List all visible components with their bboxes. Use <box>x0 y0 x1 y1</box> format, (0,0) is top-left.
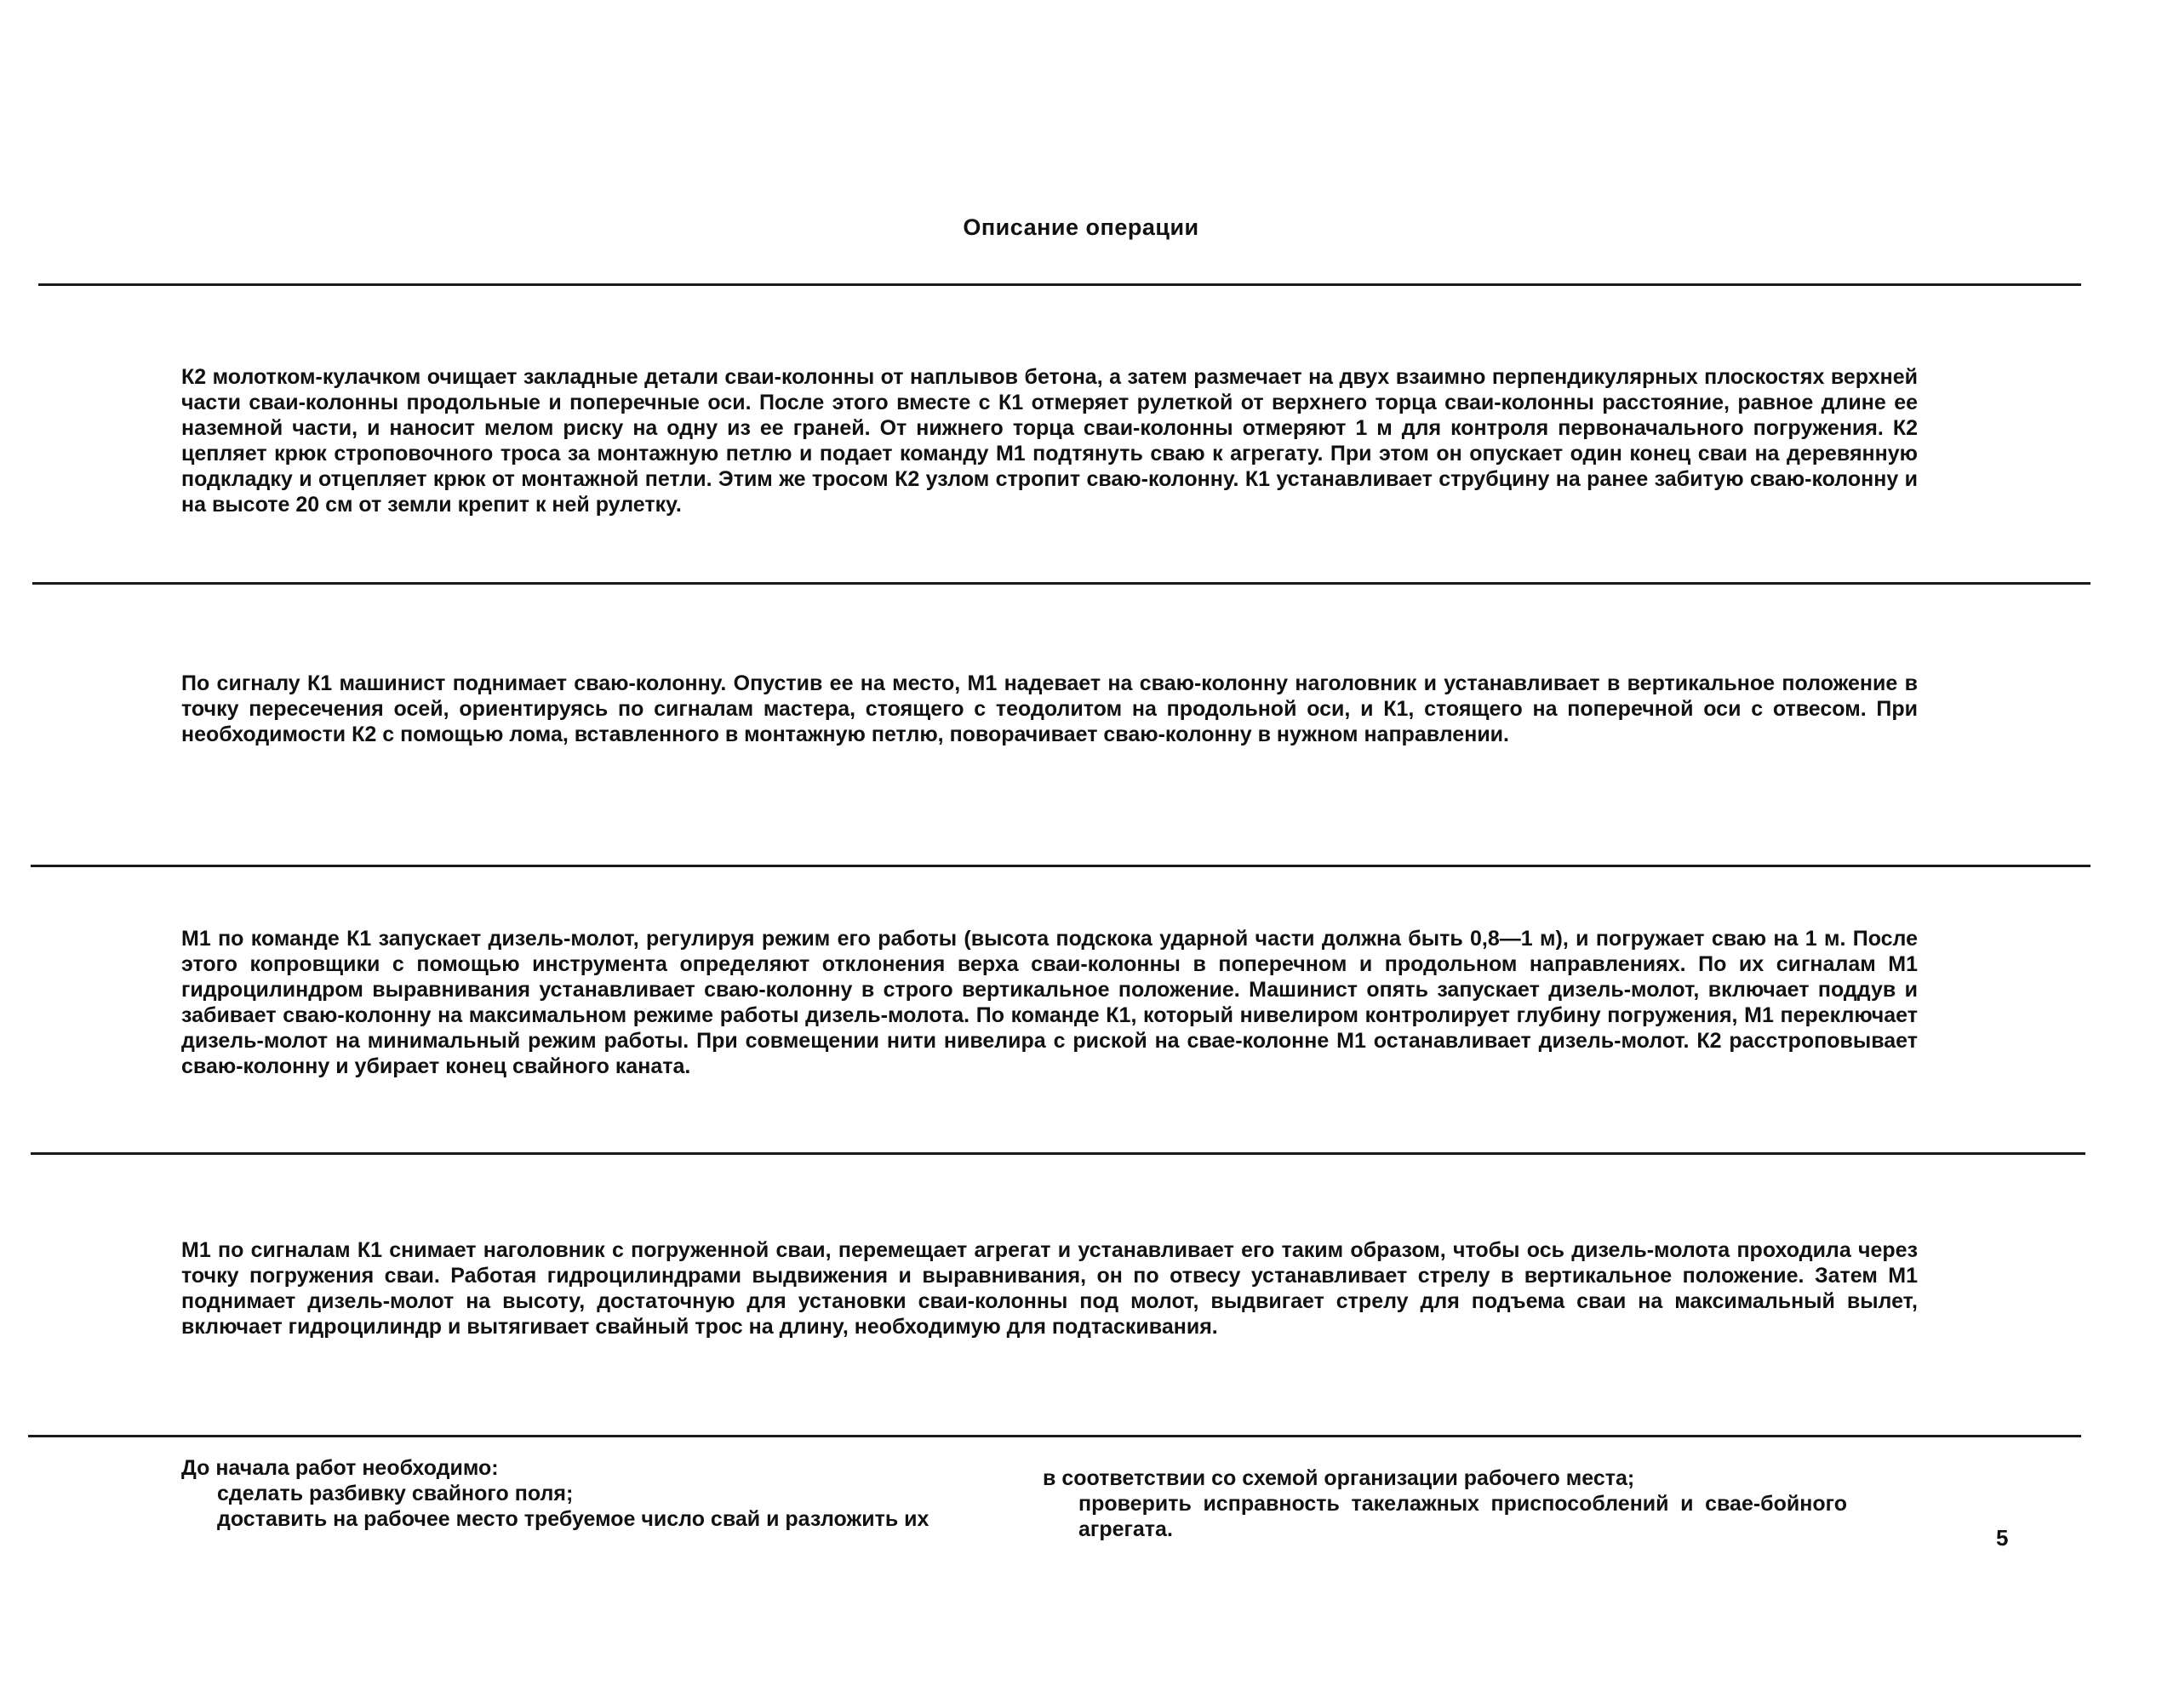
prerequisite-item-2: доставить на рабочее место требуемое число свай и разложить их <box>217 1507 929 1531</box>
divider-2 <box>31 865 2091 867</box>
prerequisites-heading: До начала работ необходимо: <box>181 1456 499 1480</box>
operation-step-2: По сигналу К1 машинист поднимает сваю-колонну. Опустив ее на место, М1 надевает на сваю-колонну наголовник и устанавливает в вертикальное положение в точку пересечения осей, ориентируясь по сигналам мастера, стоящего с теодолитом на продольной оси, и К1, стоящего на поперечной оси с отвесом. При необходимости К2 с помощью лома, вставленного в монтажную петлю, поворачивает сваю-колонну в нужном направлении. <box>181 671 1918 746</box>
operation-step-1: К2 молотком-кулачком очищает закладные детали сваи-колонны от наплывов бетона, а затем размечает на двух взаимно перпендикулярных плоскостях верхней части сваи-колонны продольные и поперечные оси. После этого вместе с К1 отмеряет рулеткой от верхнего торца сваи-колонны расстояние, равное длине ее наземной части, и наносит мелом риску на одну из ее граней. От нижнего торца сваи-колонны отмеряют 1 м для контроля первоначального погружения. К2 цепляет крюк строповочного троса за монтажную петлю и подает команду М1 подтянуть сваю к агрегату. При этом он опускает один конец сваи на деревянную подкладку и отцепляет крюк от монтажной петли. Этим же тросом К2 узлом стропит сваю-колонну. К1 устанавливает струбцину на ранее забитую сваю-колонну и на высоте 20 см от земли крепит к ней рулетку. <box>181 365 1918 517</box>
prerequisite-item-2-continuation: в соответствии со схемой организации рабочего места; <box>1043 1466 1635 1490</box>
prerequisites-right-column <box>1043 1465 1847 1542</box>
prerequisite-item-3: проверить исправность такелажных приспособлений и свае-бойного агрегата. <box>1078 1492 1847 1541</box>
operation-step-3: М1 по команде К1 запускает дизель-молот, регулируя режим его работы (высота подскока ударной части должна быть 0,8—1 м), и погружает сваю на 1 м. После этого копровщики с помощью инструмента определяют отклонения верха сваи-колонны в поперечном и продольном направлениях. По их сигналам М1 гидроцилиндром выравнивания устанавливает сваю-колонну в строго вертикальное положение. Машинист опять запускает дизель-молот, включает поддув и забивает сваю-колонну на максимальном режиме работы дизель-молота. По команде К1, который нивелиром контролирует глубину погружения, М1 переключает дизель-молот на минимальный режим работы. При совмещении нити нивелира с риской на свае-колонне М1 останавливает дизель-молот. К2 расстроповывает сваю-колонну и убирает конец свайного каната. <box>181 927 1918 1078</box>
divider-3 <box>31 1152 2085 1155</box>
prerequisites-left-column <box>181 1455 1032 1532</box>
divider-4 <box>28 1435 2081 1437</box>
page-number: 5 <box>1996 1525 2009 1551</box>
prerequisite-item-1: сделать разбивку свайного поля; <box>217 1482 574 1505</box>
operation-step-4: М1 по сигналам К1 снимает наголовник с погруженной сваи, перемещает агрегат и устанавливает его таким образом, чтобы ось дизель-молота проходила через точку погружения сваи. Работая гидроцилиндрами выдвижения и выравнивания, он по отвесу устанавливает стрелу в вертикальное положение. Затем М1 поднимает дизель-молот на высоту, достаточную для установки сваи-колонны под молот, выдвигает стрелу для подъема сваи на максимальный вылет, включает гидроцилиндр и вытягивает свайный трос на длину, необходимую для подтаскивания. <box>181 1238 1918 1339</box>
divider-1 <box>32 582 2091 585</box>
page-title: Описание операции <box>963 214 1199 240</box>
divider-top <box>38 283 2081 286</box>
